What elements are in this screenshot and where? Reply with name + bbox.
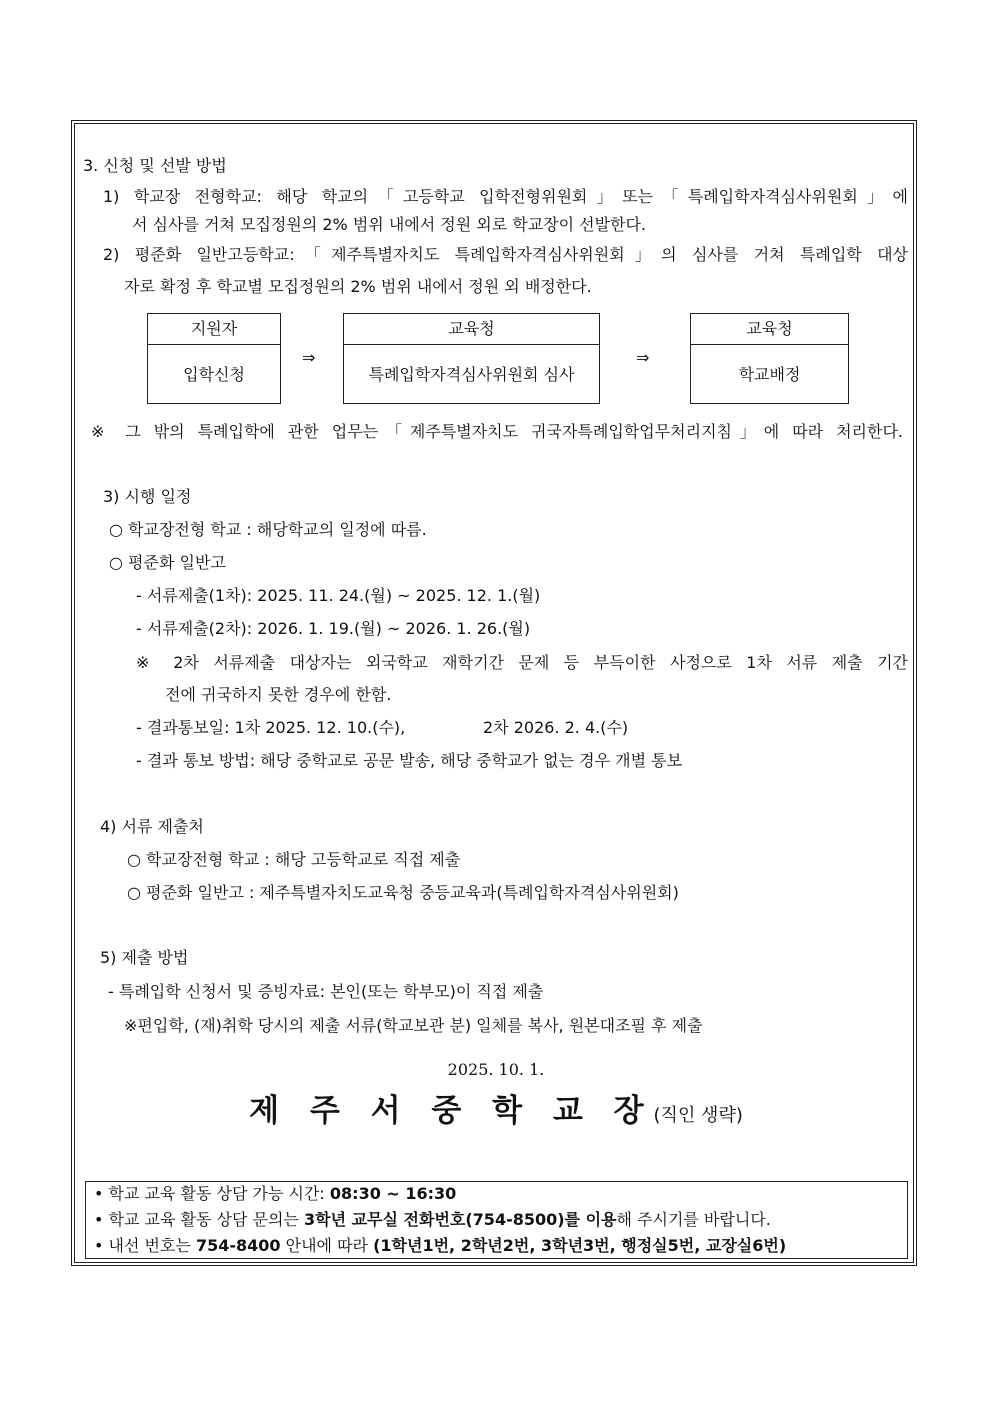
note-other-duties: ※ 그 밖의 특례입학에 관한 업무는「제주특별자치도 귀국자특례입학업무처리지침」에 따라 처리한다. bbox=[91, 422, 903, 441]
section-3-item2-line1: 2) 평준화 일반고등학교:「제주특별자치도 특례입학자격심사위원회」의 심사를 거쳐 특례입학 대상 bbox=[103, 245, 908, 264]
section-3-title: 3. 신청 및 선발 방법 bbox=[83, 156, 227, 175]
schedule-note-line1: ※ 2차 서류제출 대상자는 외국학교 재학기간 문제 등 부득이한 사정으로 1차 서류 제출 기간 bbox=[136, 653, 908, 672]
consult-hours: • 학교 교육 활동 상담 가능 시간: 08:30 ~ 16:30 bbox=[94, 1184, 457, 1203]
submit-place-title: 4) 서류 제출처 bbox=[100, 817, 204, 836]
schedule-result-date-second: 2차 2026. 2. 4.(수) bbox=[483, 718, 629, 737]
flow-box-header: 지원자 bbox=[148, 314, 280, 345]
flow-box-header: 교육청 bbox=[691, 314, 848, 345]
schedule-standard: ○ 평준화 일반고 bbox=[109, 553, 226, 572]
issue-date: 2025. 10. 1. bbox=[447, 1060, 545, 1079]
submit-method-line1: - 특례입학 신청서 및 증빙자료: 본인(또는 학부모)이 직접 제출 bbox=[108, 982, 544, 1001]
schedule-note-line2: 전에 귀국하지 못한 경우에 한함. bbox=[165, 685, 392, 704]
signature bbox=[0, 1085, 992, 1130]
flow-arrow: ⇒ bbox=[636, 348, 650, 367]
submit-method-line2: ※편입학, (재)취학 당시의 제출 서류(학교보관 분) 일체를 복사, 원본대조필 후 제출 bbox=[124, 1016, 703, 1035]
submit-method-title: 5) 제출 방법 bbox=[100, 948, 189, 967]
flow-box-assignment bbox=[690, 313, 849, 404]
flow-box-review bbox=[343, 313, 600, 404]
schedule-doc1: - 서류제출(1차): 2025. 11. 24.(월) ~ 2025. 12. 1.(월) bbox=[136, 586, 541, 605]
schedule-result-method: - 결과 통보 방법: 해당 중학교로 공문 발송, 해당 중학교가 없는 경우 개별 통보 bbox=[136, 751, 683, 770]
seal-omitted-note: (직인 생략) bbox=[653, 1105, 743, 1126]
principal-title: 제 주 서 중 학 교 장 bbox=[249, 1093, 654, 1129]
section-3-item1-line1: 1) 학교장 전형학교: 해당 학교의「고등학교 입학전형위원회」또는「특례입학자격심사위원회」에 bbox=[103, 187, 908, 206]
flow-box-body: 입학신청 bbox=[183, 365, 245, 384]
extension-info: • 내선 번호는 754-8400 안내에 따라 (1학년1번, 2학년2번, 3학년3번, 행정실5번, 교장실6번) bbox=[94, 1236, 787, 1255]
contact-info-box bbox=[85, 1181, 908, 1259]
flow-box-body: 특례입학자격심사위원회 심사 bbox=[368, 365, 575, 384]
schedule-result-date-first: - 결과통보일: 1차 2025. 12. 10.(수), bbox=[136, 718, 406, 737]
submit-place-standard: ○ 평준화 일반고 : 제주특별자치도교육청 중등교육과(특례입학자격심사위원회) bbox=[127, 883, 679, 902]
flow-arrow: ⇒ bbox=[302, 348, 316, 367]
flow-box-header: 교육청 bbox=[344, 314, 599, 345]
section-3-item1-line2: 서 심사를 거쳐 모집정원의 2% 범위 내에서 정원 외로 학교장이 선발한다. bbox=[132, 215, 647, 234]
flow-box-applicant bbox=[147, 313, 281, 404]
schedule-principal: ○ 학교장전형 학교 : 해당학교의 일정에 따름. bbox=[109, 520, 427, 539]
schedule-doc2: - 서류제출(2차): 2026. 1. 19.(월) ~ 2026. 1. 26.(월) bbox=[136, 619, 531, 638]
schedule-title: 3) 시행 일정 bbox=[103, 487, 192, 506]
section-3-item2-line2: 자로 확정 후 학교별 모집정원의 2% 범위 내에서 정원 외 배정한다. bbox=[124, 277, 592, 296]
consult-inquiry: • 학교 교육 활동 상담 문의는 3학년 교무실 전화번호(754-8500)를 이용해 주시기를 바랍니다. bbox=[94, 1210, 771, 1229]
flow-box-body: 학교배정 bbox=[738, 365, 801, 384]
submit-place-principal: ○ 학교장전형 학교 : 해당 고등학교로 직접 제출 bbox=[127, 850, 461, 869]
